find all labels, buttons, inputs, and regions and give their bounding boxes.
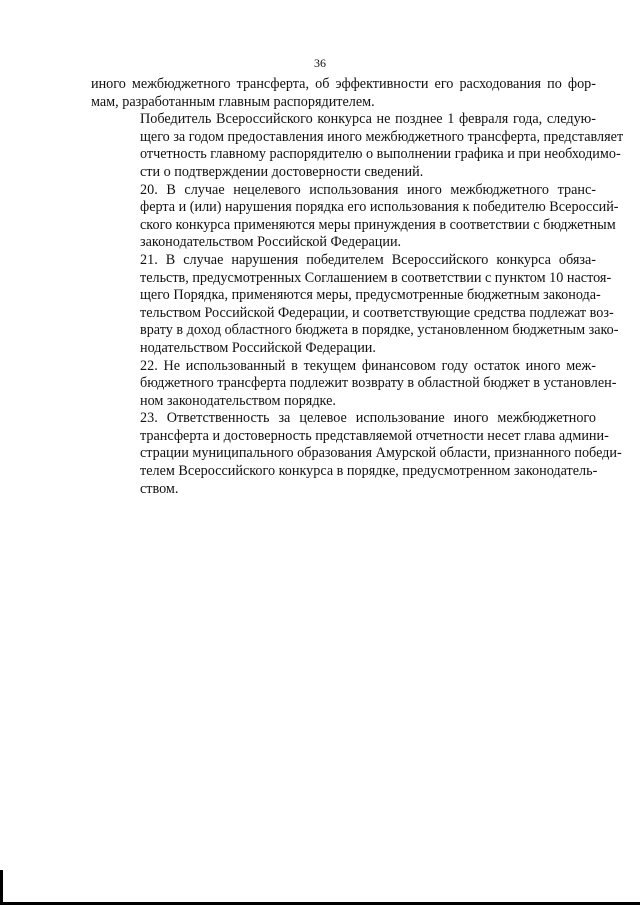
text-line: 22. Не использованный в текущем финансовом году остаток иного меж- — [140, 357, 596, 374]
text-line: тельств, предусмотренных Соглашением в соответствии с пунктом 10 настоя- — [140, 269, 612, 286]
text-line: тельством Российской Федерации, и соответствующие средства подлежат воз- — [140, 304, 614, 321]
paragraph-23 — [91, 410, 622, 498]
text-line: отчетность главному распорядителю о выполнении графика и при необходимо- — [140, 146, 621, 163]
paragraph — [91, 76, 596, 111]
text-line: законодательством Российской Федерации. — [140, 234, 402, 251]
text-line: нодательством Российской Федерации. — [140, 339, 376, 356]
paragraph-21 — [91, 251, 619, 358]
text-line: 23. Ответственность за целевое использование иного межбюджетного — [140, 410, 596, 427]
text-line: Победитель Всероссийского конкурса не позднее 1 февраля года, следую- — [140, 111, 596, 128]
text-line: 21. В случае нарушения победителем Всероссийского конкурса обяза- — [140, 251, 596, 268]
text-line: иного межбюджетного трансферта, об эффективности его расходования по фор- — [91, 76, 596, 92]
text-line: ством. — [140, 480, 179, 497]
text-line: страции муниципального образования Амурской области, признанного победи- — [140, 445, 622, 462]
text-line: бюджетного трансферта подлежит возврату в областной бюджет в установлен- — [140, 375, 617, 392]
paragraph — [91, 111, 624, 181]
text-line: мам, разработанным главным распорядителем. — [91, 93, 375, 110]
paragraph-22 — [91, 357, 617, 411]
text-line: щего Порядка, применяются меры, предусмотренные бюджетным законода- — [140, 287, 601, 304]
document-body — [91, 76, 624, 498]
text-line: ского конкурса применяются меры принуждения в соответствии с бюджетным — [140, 216, 616, 233]
text-line: сти о подтверждении достоверности сведений. — [140, 163, 424, 180]
text-line: щего за годом предоставления иного межбюджетного трансферта, представляет — [140, 128, 624, 145]
text-line: трансферта и достоверность представляемой отчетности несет глава админи- — [140, 427, 609, 444]
page-number: 36 — [314, 56, 326, 70]
scan-edge-left — [0, 870, 3, 905]
text-line: ферта и (или) нарушения порядка его использования к победителю Всероссий- — [140, 199, 619, 216]
paragraph-20 — [91, 181, 619, 252]
text-line: телем Всероссийского конкурса в порядке, предусмотренном законодатель- — [140, 463, 598, 480]
text-line: врату в доход областного бюджета в порядке, установленном бюджетным зако- — [140, 322, 619, 339]
text-line: 20. В случае нецелевого использования иного межбюджетного транс- — [140, 181, 596, 198]
text-line: ном законодательством порядке. — [140, 392, 336, 409]
